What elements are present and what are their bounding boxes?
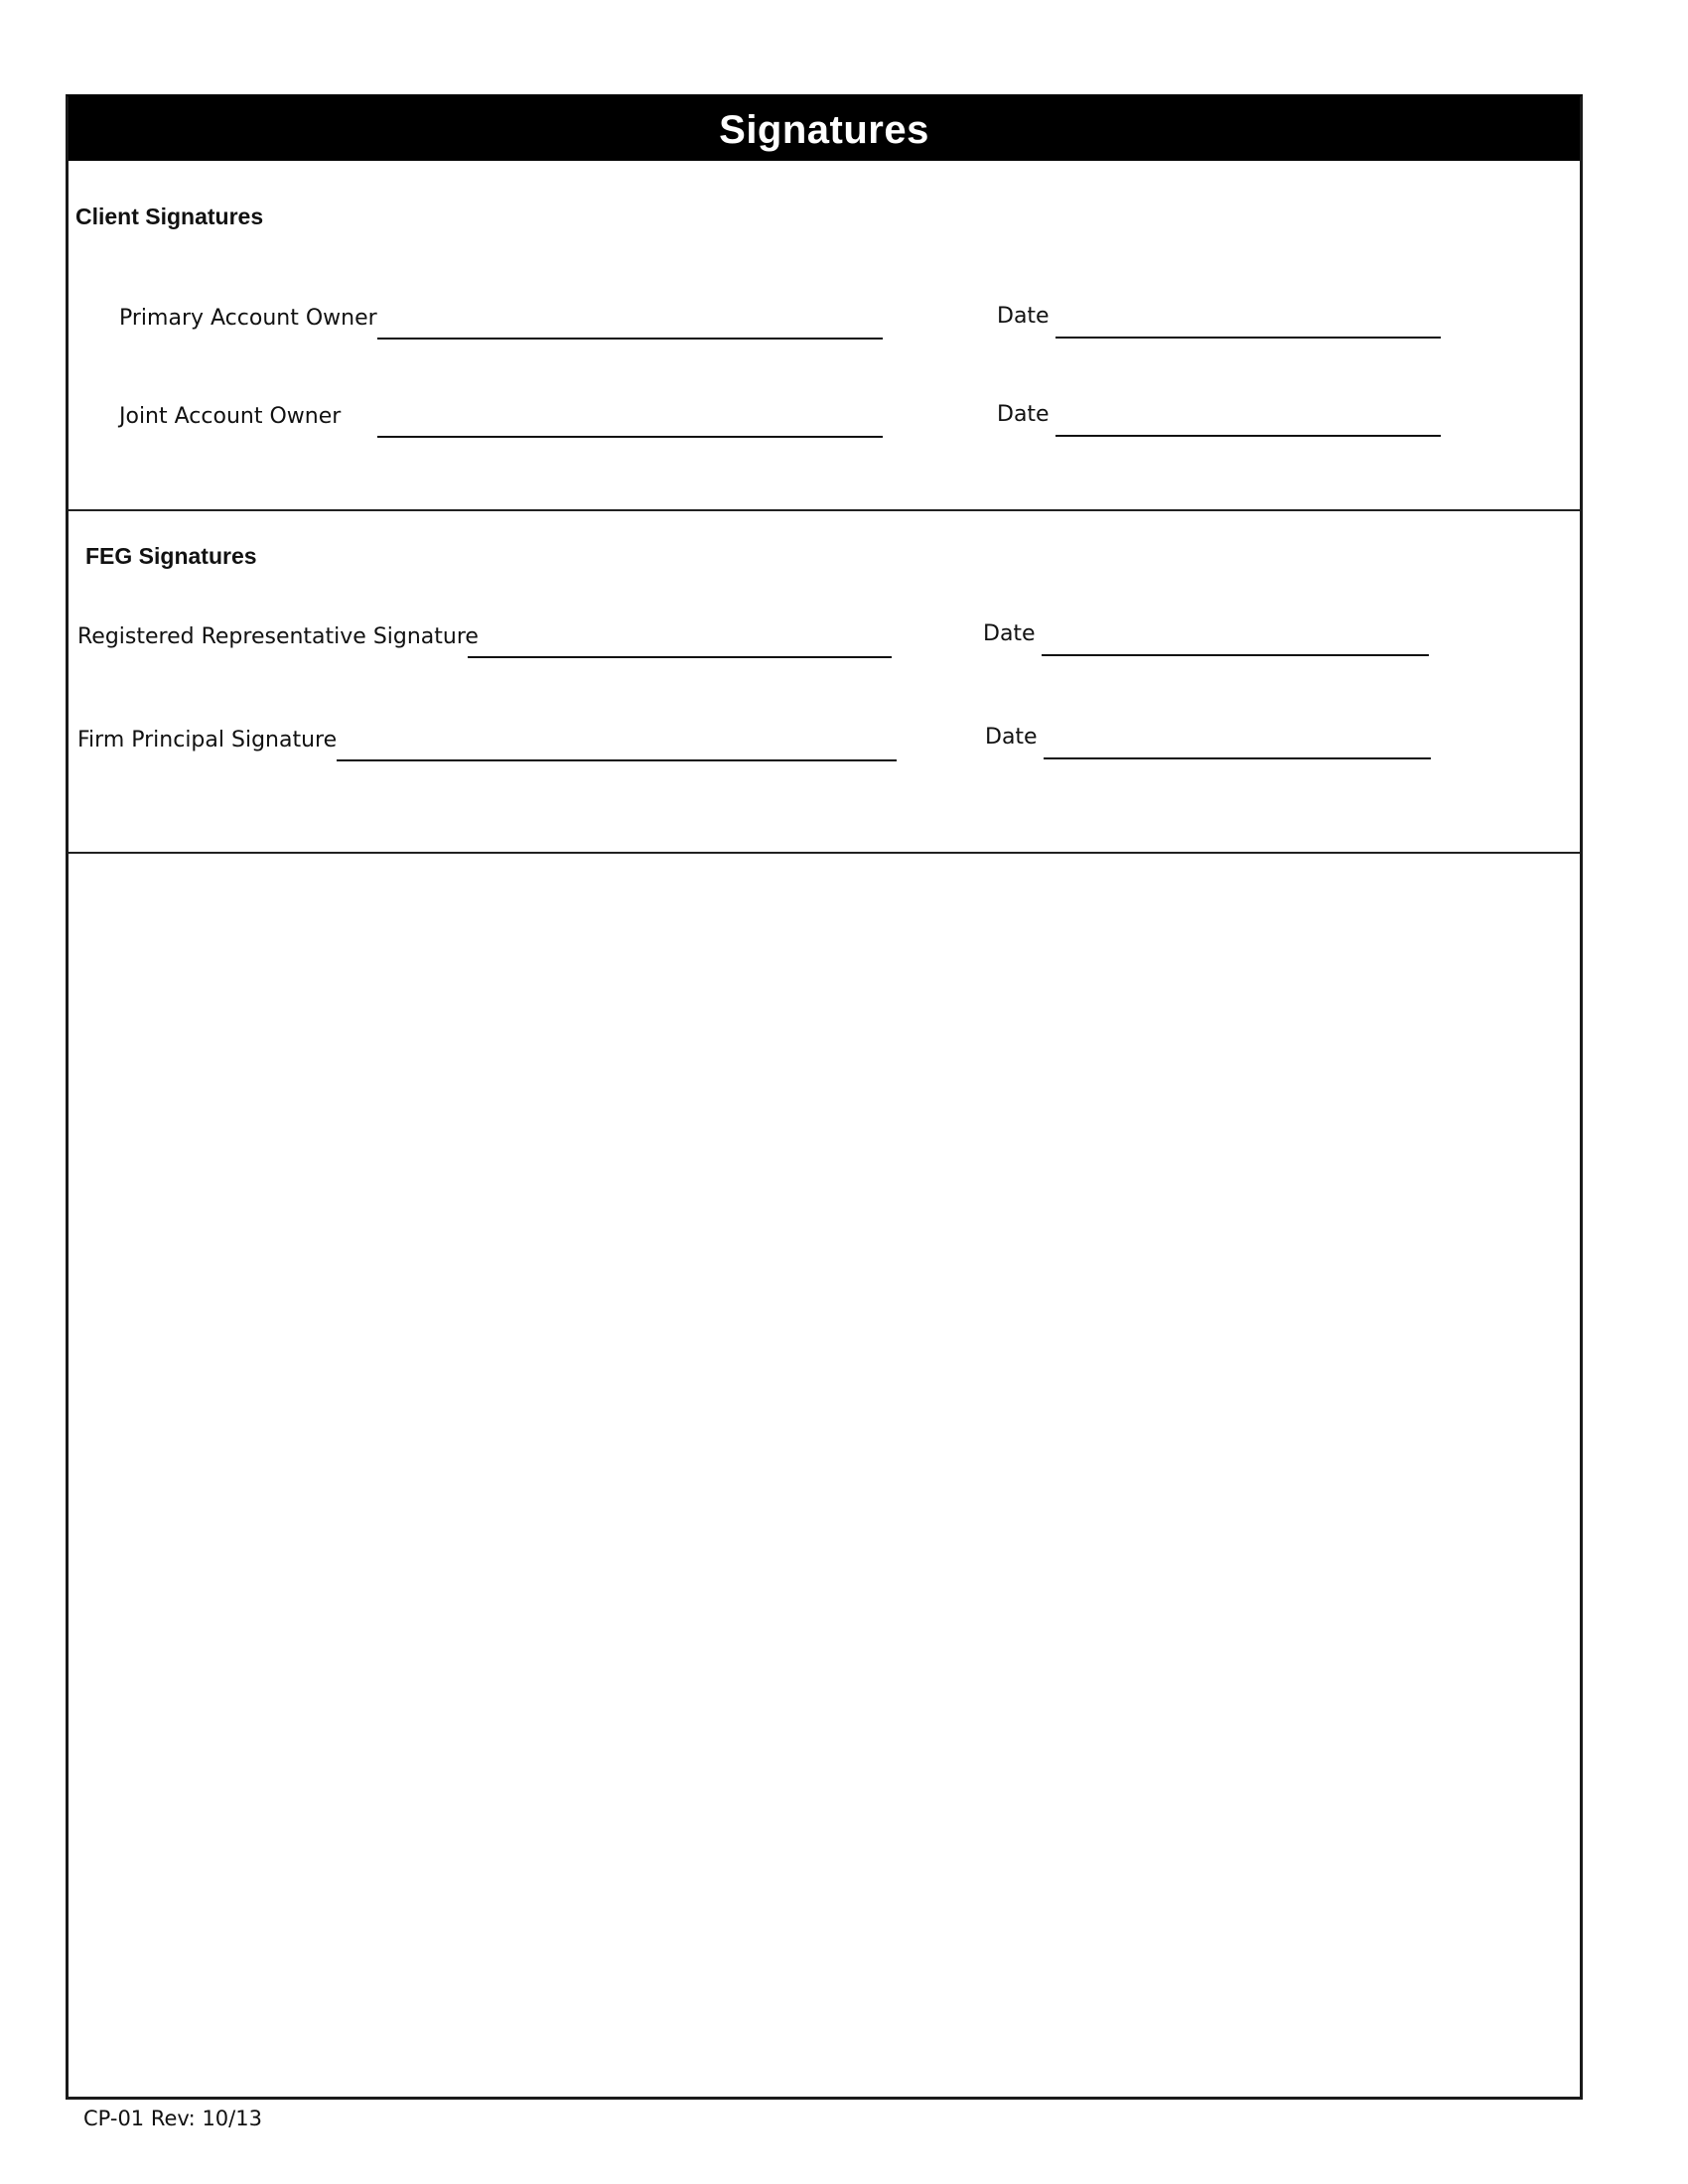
- joint-owner-date-label: Date: [997, 402, 1050, 427]
- joint-account-owner-signature-line[interactable]: [377, 436, 883, 438]
- section-divider: [69, 509, 1580, 511]
- primary-account-owner-signature-line[interactable]: [377, 338, 883, 340]
- feg-signatures-heading: FEG Signatures: [85, 543, 257, 569]
- page-title: Signatures: [69, 97, 1580, 161]
- joint-account-owner-label: Joint Account Owner: [119, 404, 342, 429]
- firm-principal-signature-line[interactable]: [337, 759, 897, 761]
- registered-representative-signature-label: Registered Representative Signature: [77, 624, 479, 649]
- client-signatures-heading: Client Signatures: [75, 204, 264, 229]
- firm-principal-date-line[interactable]: [1044, 757, 1431, 759]
- primary-owner-date-label: Date: [997, 304, 1050, 329]
- registered-representative-date-line[interactable]: [1042, 654, 1429, 656]
- signature-form: [66, 94, 1583, 2100]
- firm-principal-date-label: Date: [985, 725, 1038, 750]
- joint-owner-date-line[interactable]: [1055, 435, 1441, 437]
- form-code: CP-01 Rev: 10/13: [83, 2107, 262, 2130]
- primary-account-owner-label: Primary Account Owner: [119, 306, 377, 331]
- primary-owner-date-line[interactable]: [1055, 337, 1441, 339]
- blank-area: [69, 854, 1580, 2095]
- registered-representative-signature-line[interactable]: [468, 656, 892, 658]
- firm-principal-signature-label: Firm Principal Signature: [77, 728, 338, 752]
- registered-representative-date-label: Date: [983, 621, 1036, 646]
